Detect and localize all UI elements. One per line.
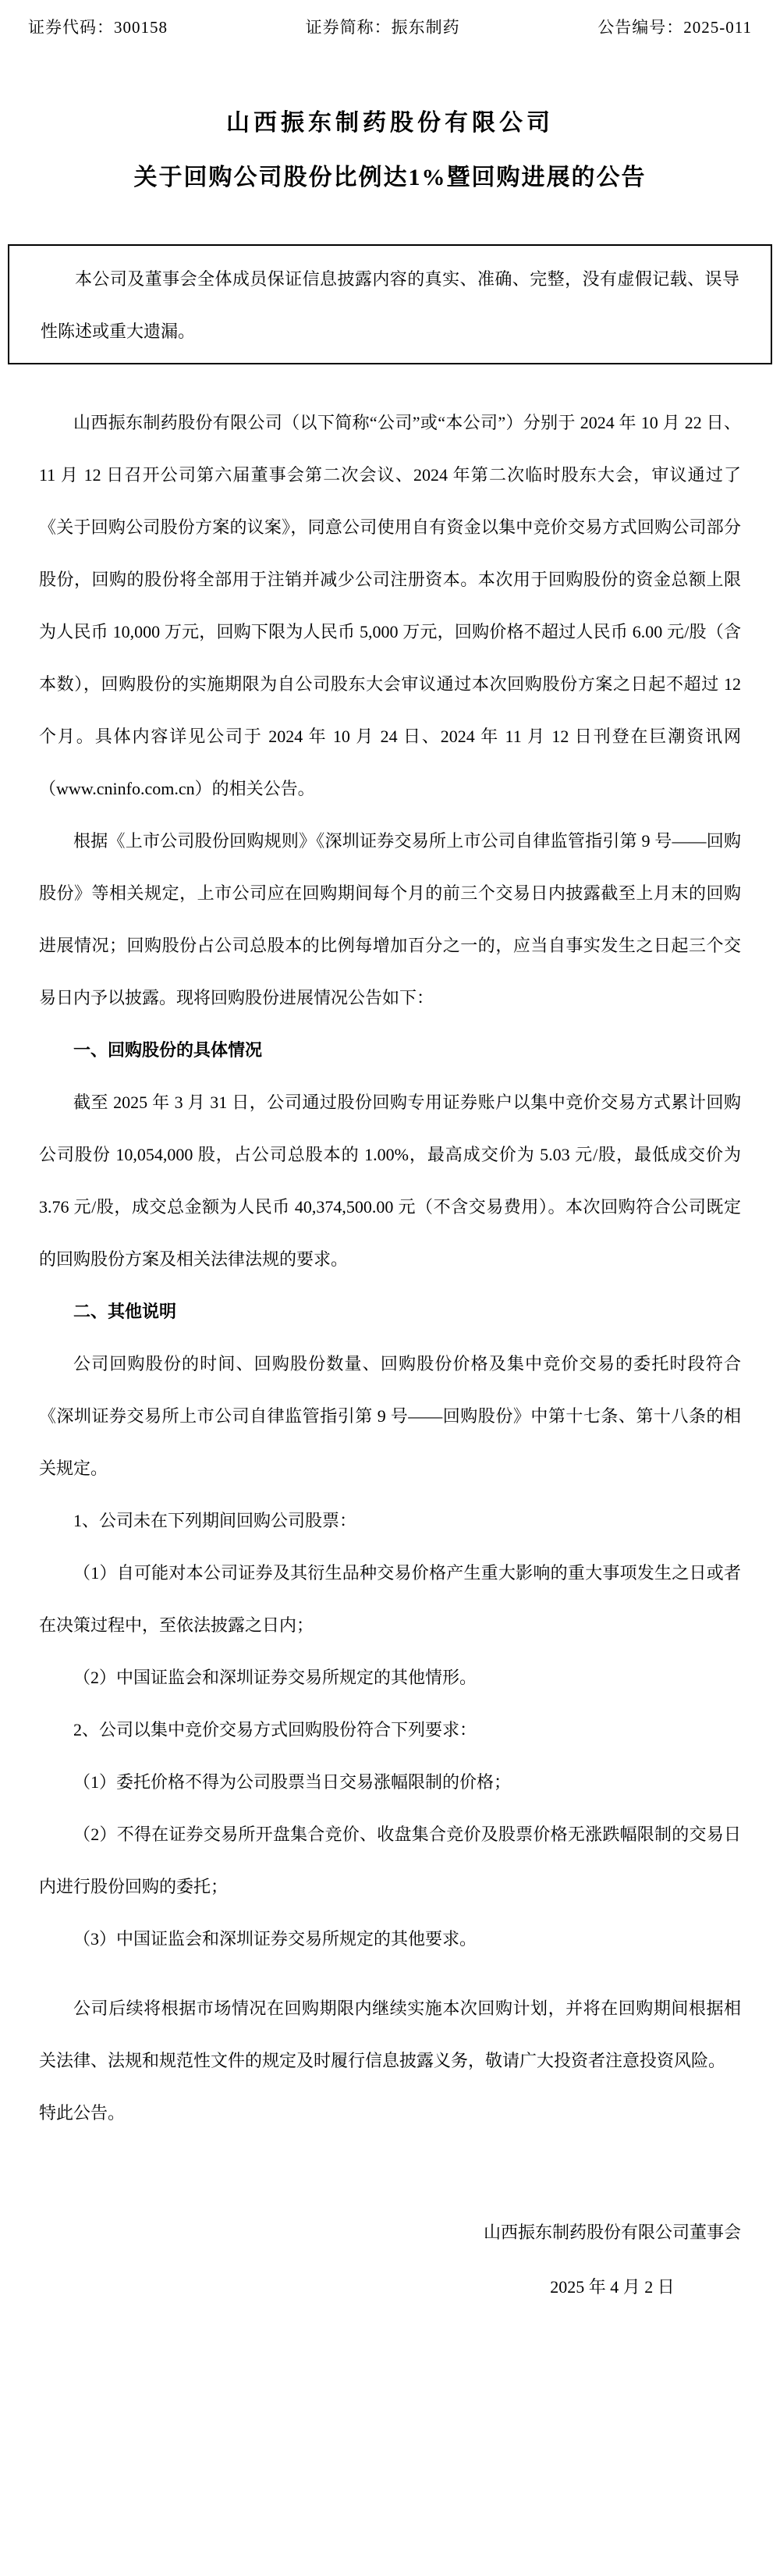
stock-code-field bbox=[28, 16, 168, 39]
body-paragraph-buyback-plan: 山西振东制药股份有限公司（以下简称“公司”或“本公司”）分别于 2024 年 10 月 22 日、11 月 12 日召开公司第六届董事会第二次会议、2024 年第二次临时股东大会，审议通过了《关于回购公司股份方案的议案》，同意公司使用自有资金以集中竞价交易方式回购公司部分股份，回购的股份将全部用于注销并减少公司注册资本。本次用于回购股份的资金总额上限为人民币 10,000 万元，回购下限为人民币 5,000 万元，回购价格不超过人民币 6.00 元/股（含本数），回购股份的实施期限为自公司股东大会审议通过本次回购股份方案之日起不超过 12 个月。具体内容详见公司于 2024 年 10 月 24 日、2024 年 11 月 12 日刊登在巨潮资讯网（www.cninfo.com.cn）的相关公告。 bbox=[39, 413, 741, 798]
body-paragraph-closing: 特此公告。 bbox=[39, 2103, 126, 2123]
stock-code-label: 证券代码： bbox=[28, 18, 114, 37]
body-paragraph-buyback-progress: 截至 2025 年 3 月 31 日，公司通过股份回购专用证券账户以集中竞价交易方式累计回购公司股份 10,054,000 股，占公司总股本的 1.00%，最高成交价为 5.03 元/股，最低成交价为 3.76 元/股，成交总金额为人民币 40,374,500.00 元（不含交易费用）。本次回购符合公司既定的回购股份方案及相关法律法规的要求。 bbox=[39, 1093, 741, 1269]
announcement-number-label: 公告编号： bbox=[597, 18, 684, 37]
announcement-title: 关于回购公司股份比例达1%暨回购进展的公告 bbox=[133, 165, 647, 190]
disclaimer-text: 本公司及董事会全体成员保证信息披露内容的真实、准确、完整，没有虚假记载、误导性陈述或重大遗漏。 bbox=[41, 269, 739, 341]
signature-company: 山西振东制药股份有限公司董事会 bbox=[483, 2222, 741, 2242]
stock-name-value: 振东制药 bbox=[391, 18, 460, 37]
signature-date: 2025 年 4 月 2 日 bbox=[550, 2277, 675, 2297]
disclaimer-box bbox=[8, 244, 772, 364]
list-item-major-events: （1）自可能对本公司证券及其衍生品种交易价格产生重大影响的重大事项发生之日或者在决策过程中，至依法披露之日内； bbox=[39, 1563, 741, 1635]
announcement-number-value: 2025-011 bbox=[683, 18, 752, 37]
body-paragraph-compliance: 公司回购股份的时间、回购股份数量、回购股份价格及集中竞价交易的委托时段符合《深圳证券交易所上市公司自律监管指引第 9 号——回购股份》中第十七条、第十八条的相关规定。 bbox=[39, 1354, 741, 1478]
section-heading-buyback-details: 一、回购股份的具体情况 bbox=[73, 1040, 263, 1060]
body-paragraph-followup: 公司后续将根据市场情况在回购期限内继续实施本次回购计划，并将在回购期间根据相关法律、法规和规范性文件的规定及时履行信息披露义务，敬请广大投资者注意投资风险。 bbox=[39, 1999, 741, 2070]
stock-name-label: 证券简称： bbox=[305, 18, 392, 37]
body-paragraph-disclosure-rules: 根据《上市公司股份回购规则》《深圳证券交易所上市公司自律监管指引第 9 号——回购股份》等相关规定，上市公司应在回购期间每个月的前三个交易日内披露截至上月末的回购进展情况；回购股份占公司总股本的比例每增加百分之一的，应当自事实发生之日起三个交易日内予以披露。现将回购股份进展情况公告如下： bbox=[39, 831, 741, 1007]
list-item-price-limit: （1）委托价格不得为公司股票当日交易涨幅限制的价格； bbox=[73, 1772, 512, 1792]
list-item-auction-restriction: （2）不得在证券交易所开盘集合竞价、收盘集合竞价及股票价格无涨跌幅限制的交易日内进行股份回购的委托； bbox=[39, 1825, 741, 1896]
announcement-number-field bbox=[597, 16, 752, 39]
document-header bbox=[28, 16, 752, 39]
list-item-other-circumstances: （2）中国证监会和深圳证券交易所规定的其他情形。 bbox=[73, 1668, 477, 1687]
stock-name-field bbox=[306, 16, 460, 39]
company-title: 山西振东制药股份有限公司 bbox=[226, 110, 554, 136]
signature-block bbox=[484, 2205, 741, 2315]
stock-code-value: 300158 bbox=[114, 18, 168, 37]
section-heading-other-notes: 二、其他说明 bbox=[73, 1302, 177, 1321]
list-item-no-buyback-periods: 1、公司未在下列期间回购公司股票： bbox=[73, 1511, 357, 1530]
list-item-other-requirements: （3）中国证监会和深圳证券交易所规定的其他要求。 bbox=[73, 1929, 477, 1949]
list-item-bidding-requirements: 2、公司以集中竞价交易方式回购股份符合下列要求： bbox=[73, 1720, 477, 1739]
